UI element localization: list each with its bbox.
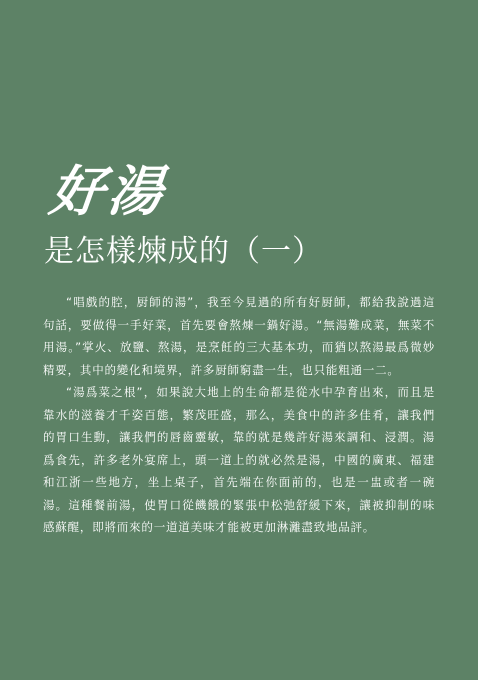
paragraph-2: “湯爲菜之根”，如果說大地上的生命都是從水中孕育出來，而且是靠水的滋養才千姿百態，繁茂旺盛，那么，美食中的許多佳肴，讓我們的胃口生動，讓我們的唇齒靈敏，靠的就是幾許好湯來調和、浸潤。湯爲食先，許多老外宴席上，頭一道上的就必然是湯，中國的廣東、福建和江浙一些地方，坐上桌子，首先端在你面前的，也是一盅或者一碗湯。這種餐前湯，使胃口從饑餓的緊張中松弛舒緩下來，讓被抑制的味感蘇醒，即將而來的一道道美味才能被更加淋灕盡致地品評。 <box>43 385 435 534</box>
article-subtitle: 是怎樣煉成的（一） <box>44 234 323 269</box>
article-body <box>43 291 435 539</box>
article-title: 好湯 <box>46 159 170 223</box>
paragraph-1: “唱戲的腔，厨師的湯”，我至今見過的所有好厨師，都給我說過這句話，要做得一手好菜，首先要會熬煉一鍋好湯。“無湯難成菜，無菜不用湯。”掌火、放鹽、熬湯，是烹飪的三大基本功，而猶以熬湯最爲微妙精要，其中的變化和境界，許多厨師窮盡一生，也只能粗通一二。 <box>43 295 435 377</box>
